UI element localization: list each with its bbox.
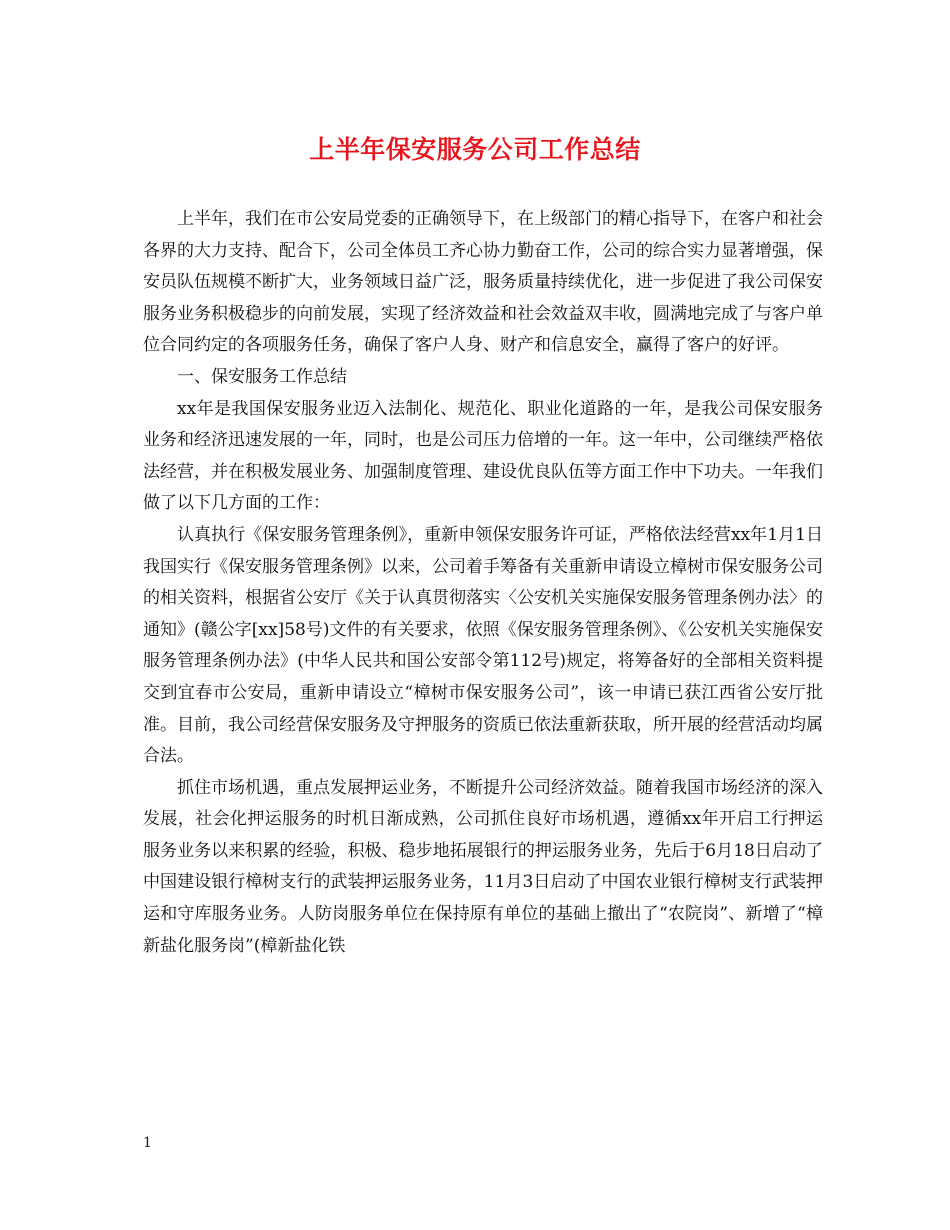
paragraph-overview: xx年是我国保安服务业迈入法制化、规范化、职业化道路的一年，是我公司保安服务业务和经济迅速发展的一年，同时，也是公司压力倍增的一年。这一年中，公司继续严格依法经营，并在积极发展业务、加强制度管理、建设优良队伍等方面工作中下功夫。一年我们做了以下几方面的工作： (143, 398, 823, 514)
document-title: 上半年保安服务公司工作总结 (309, 135, 641, 164)
section-heading: 一、保安服务工作总结 (177, 366, 347, 387)
paragraph-regulation: 认真执行《保安服务管理条例》，重新申领保安服务许可证，严格依法经营xx年1月1日我国实行《保安服务管理条例》以来，公司着手筹备有关重新申请设立樟树市保安服务公司的相关资料，根据省公安厅《关于认真贯彻落实〈公安机关实施保安服务管理条例办法〉的通知》(赣公字[xx]58号)文件的有关要求，依照《保安服务管理条例》、《公安机关实施保安服务管理条例办法》(中华人民共和国公安部令第112号)规定，将筹备好的全部相关资料提交到宜春市公安局，重新申请设立“樟树市保安服务公司”，该一申请已获江西省公安厅批准。目前，我公司经营保安服务及守押服务的资质已依法重新获取，所开展的经营活动均属合法。 (143, 524, 823, 767)
paragraph-escort-business: 抓住市场机遇，重点发展押运业务，不断提升公司经济效益。随着我国市场经济的深入发展，社会化押运服务的时机日渐成熟，公司抓住良好市场机遇，遵循xx年开启工行押运服务业务以来积累的经验，积极、稳步地拓展银行的押运服务业务，先后于6月18日启动了中国建设银行樟树支行的武装押运服务业务，11月3日启动了中国农业银行樟树支行武装押运和守库服务业务。人防岗服务单位在保持原有单位的基础上撤出了“农院岗”、新增了“樟新盐化服务岗”(樟新盐化铁 (143, 777, 823, 956)
paragraph-intro: 上半年，我们在市公安局党委的正确领导下，在上级部门的精心指导下，在客户和社会各界的大力支持、配合下，公司全体员工齐心协力勤奋工作，公司的综合实力显著增强，保安员队伍规模不断扩大，业务领域日益广泛，服务质量持续优化，进一步促进了我公司保安服务业务积极稳步的向前发展，实现了经济效益和社会效益双丰收，圆满地完成了与客户单位合同约定的各项服务任务，确保了客户人身、财产和信息安全，赢得了客户的好评。 (143, 209, 823, 356)
document-body (143, 204, 823, 962)
page-number: 1 (143, 1135, 152, 1151)
